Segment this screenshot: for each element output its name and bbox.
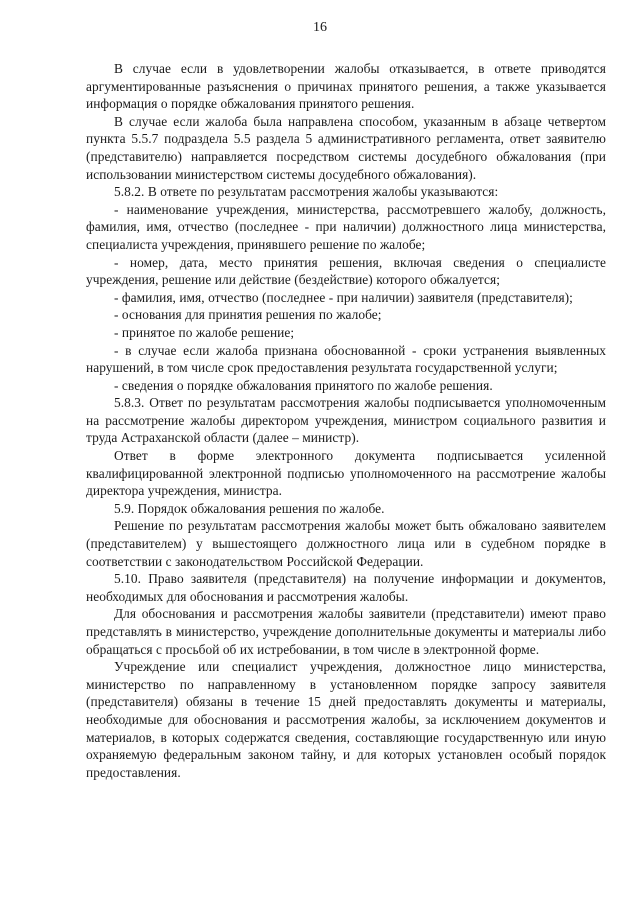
- paragraph-electronic-answer: В случае если жалоба была направлена способом, указанным в абзаце четвертом пункта 5.5.7 подраздела 5.5 раздела 5 административного регламента, ответ заявителю (представителю) направляется посредством системы досудебного обжалования (при использовании министерством системы досудебного обжалования).: [86, 113, 606, 182]
- document-body: [86, 60, 606, 781]
- paragraph-documents-obligation: Учреждение или специалист учреждения, должностное лицо министерства, министерство по направленному в установленном порядке запросу заявителя (представителя) обязаны в течение 15 дней предоставлять документы и материалы, необходимые для обоснования и рассмотрения жалобы, за исключением документов и материалов, в которых содержатся сведения, составляющие государственную или иную охраняемую федеральным законом тайну, и для которых установлен особый порядок предоставления.: [86, 659, 606, 780]
- paragraph-additional-documents: Для обоснования и рассмотрения жалобы заявители (представители) имеют право представлять в министерство, учреждение дополнительные документы и материалы либо обращаться с просьбой об их истребовании, в том числе в электронной форме.: [86, 606, 606, 657]
- paragraph-5-10: 5.10. Право заявителя (представителя) на получение информации и документов, необходимых для обоснования и рассмотрения жалобы.: [86, 571, 606, 604]
- list-item: - сведения о порядке обжалования принятого по жалобе решения.: [114, 377, 493, 393]
- list-item: - номер, дата, место принятия решения, включая сведения о специалисте учреждения, решение или действие (бездействие) которого обжалуется;: [86, 254, 606, 288]
- list-item: - наименование учреждения, министерства, рассмотревшего жалобу, должность, фамилия, имя, отчество (последнее - при наличии) должностного лица министерства, специалиста учреждения, принявшего решение по жалобе;: [86, 201, 606, 252]
- paragraph-electronic-signature: Ответ в форме электронного документа подписывается усиленной квалифицированной электронной подписью уполномоченного на рассмотрение жалобы директора учреждения, министра.: [86, 448, 606, 499]
- paragraph-refusal-answer: В случае если в удовлетворении жалобы отказывается, в ответе приводятся аргументированные разъяснения о причинах принятого решения, а также указывается информация о порядке обжалования принятого решения.: [86, 61, 606, 112]
- paragraph-5-8-3: 5.8.3. Ответ по результатам рассмотрения жалобы подписывается уполномоченным на рассмотрение жалобы директором учреждения, министром социального развития и труда Астраханской области (далее – министр).: [86, 395, 606, 446]
- paragraph-5-9: 5.9. Порядок обжалования решения по жалобе.: [114, 500, 385, 516]
- list-item: - принятое по жалобе решение;: [114, 324, 295, 340]
- list-item: - основания для принятия решения по жалобе;: [114, 307, 382, 323]
- page-number: 16: [313, 20, 327, 35]
- list-item: - в случае если жалоба признана обоснованной - сроки устранения выявленных нарушений, в том числе срок предоставления результата государственной услуги;: [86, 342, 606, 376]
- paragraph-appeal-decision: Решение по результатам рассмотрения жалобы может быть обжаловано заявителем (представителем) у вышестоящего должностного лица или в судебном порядке в соответствии с законодательством Российской Федерации.: [86, 518, 606, 569]
- list-item: - фамилия, имя, отчество (последнее - при наличии) заявителя (представителя);: [114, 289, 573, 305]
- paragraph-5-8-2: 5.8.2. В ответе по результатам рассмотрения жалобы указываются:: [114, 184, 499, 200]
